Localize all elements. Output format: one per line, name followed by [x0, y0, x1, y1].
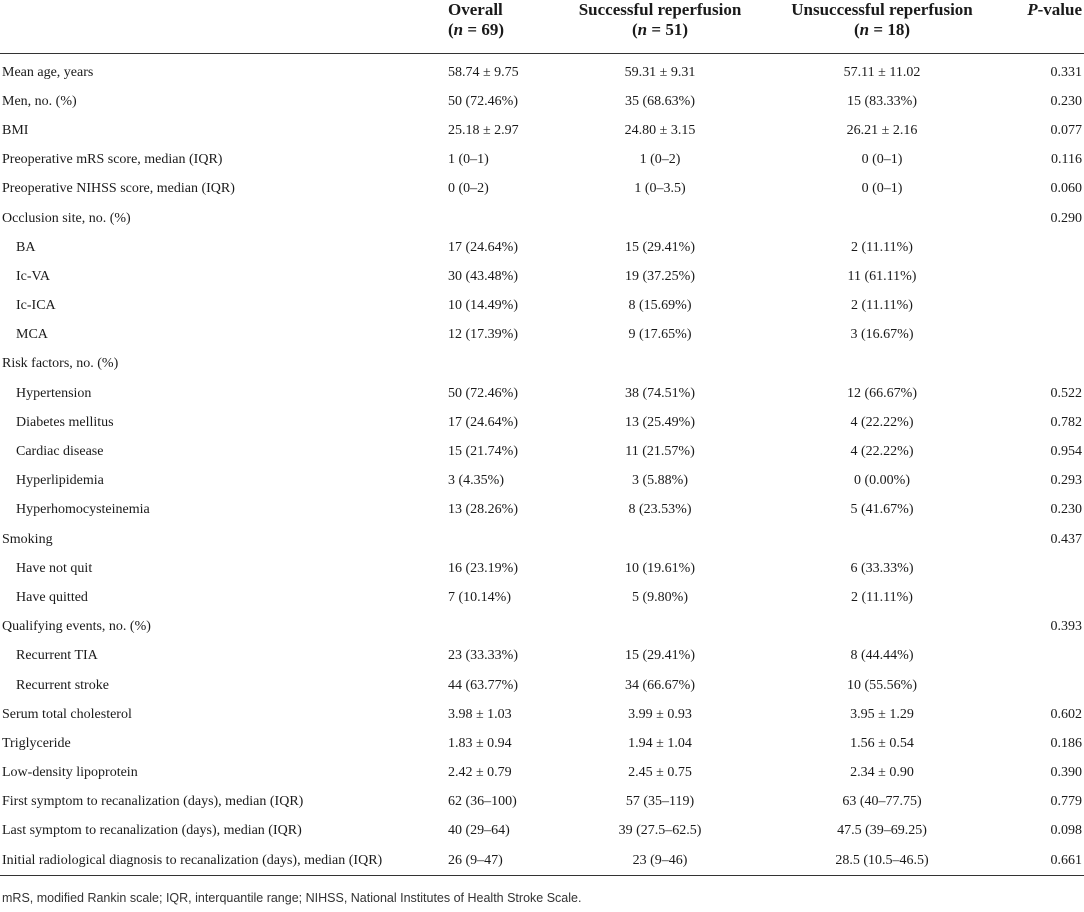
cell-overall: 30 (43.48%): [448, 268, 518, 284]
cell-unsuccessful: 2 (11.11%): [851, 589, 913, 605]
cell-successful: 3 (5.88%): [632, 473, 688, 489]
cell-overall: 17 (24.64%): [448, 239, 518, 255]
cell-overall: 3.98 ± 1.03: [448, 706, 512, 722]
cell-pvalue: [1004, 642, 1084, 671]
header-successful-title: Successful reperfusion: [578, 0, 742, 19]
row-label: Hyperlipidemia: [16, 473, 104, 489]
row-label: Triglyceride: [2, 735, 71, 751]
cell-overall: 7 (10.14%): [448, 589, 511, 605]
cell-unsuccessful: 5 (41.67%): [850, 502, 914, 518]
row-label: Low-density lipoprotein: [2, 765, 138, 781]
table-row: [0, 116, 1084, 145]
header-successful-n-label: n: [637, 20, 648, 39]
cell-unsuccessful: 47.5 (39–69.25): [837, 823, 927, 839]
row-label: Smoking: [2, 531, 53, 547]
cell-pvalue: 0.230: [1050, 502, 1082, 518]
table-row: [0, 700, 1084, 729]
cell-overall: 26 (9–47): [440, 846, 560, 876]
table-row: [0, 642, 1084, 671]
cell-unsuccessful: 2.34 ± 0.90: [850, 765, 914, 781]
row-label: Have quitted: [16, 589, 88, 605]
cell-overall: 62 (36–100): [448, 794, 517, 810]
table-row: [0, 583, 1084, 612]
row-label: First symptom to recanalization (days), median (IQR): [2, 794, 304, 810]
row-label: Recurrent TIA: [16, 648, 98, 664]
cell-unsuccessful: 2 (11.11%): [851, 239, 913, 255]
cell-overall: [440, 613, 560, 642]
cell-unsuccessful: [760, 525, 1004, 554]
header-unsuccessful-n-value: = 18: [873, 20, 905, 39]
cell-overall: 1.83 ± 0.94: [448, 735, 512, 751]
table-row: [0, 437, 1084, 466]
cell-unsuccessful: 57.11 ± 11.02: [843, 64, 921, 80]
table-row: [0, 204, 1084, 233]
cell-unsuccessful: 3 (16.67%): [850, 327, 914, 343]
cell-successful: 15 (29.41%): [625, 648, 695, 664]
row-label: Serum total cholesterol: [2, 706, 132, 722]
cell-pvalue: 0.331: [1050, 64, 1082, 80]
cell-successful: [560, 613, 760, 642]
cell-unsuccessful: 12 (66.67%): [847, 385, 917, 401]
table-row: [0, 379, 1084, 408]
cell-pvalue: 0.186: [1050, 735, 1082, 751]
cell-successful: [560, 350, 760, 379]
cell-overall: 2.42 ± 0.79: [448, 765, 512, 781]
cell-unsuccessful: 6 (33.33%): [850, 560, 914, 576]
cell-overall: 16 (23.19%): [448, 560, 518, 576]
header-unsuccessful-title: Unsuccessful reperfusion: [791, 0, 973, 19]
cell-successful: 38 (74.51%): [625, 385, 695, 401]
row-label: Initial radiological diagnosis to recanalization (days), median (IQR): [0, 846, 440, 876]
cell-unsuccessful: 0 (0–1): [861, 181, 903, 197]
row-label: Risk factors, no. (%): [2, 356, 119, 372]
cell-overall: 40 (29–64): [448, 823, 510, 839]
table-row: [0, 496, 1084, 525]
cell-unsuccessful: 28.5 (10.5–46.5): [760, 846, 1004, 876]
row-label: Last symptom to recanalization (days), median (IQR): [2, 823, 302, 839]
cell-unsuccessful: 63 (40–77.75): [842, 794, 922, 810]
cell-unsuccessful: 8 (44.44%): [850, 648, 914, 664]
cell-overall: 15 (21.74%): [448, 444, 518, 460]
table-row: [0, 54, 1084, 88]
cell-pvalue: [1004, 350, 1084, 379]
cell-pvalue: 0.290: [1050, 210, 1082, 226]
cell-successful: 1 (0–3.5): [634, 181, 686, 197]
table-header: [0, 0, 1084, 54]
cell-pvalue: [1004, 233, 1084, 262]
cell-pvalue: 0.390: [1050, 765, 1082, 781]
header-pvalue: [1004, 0, 1084, 54]
header-overall: [440, 0, 560, 54]
cell-pvalue: [1004, 292, 1084, 321]
table-row: [0, 788, 1084, 817]
cell-pvalue: [1004, 321, 1084, 350]
table-row: [0, 233, 1084, 262]
cell-successful: 10 (19.61%): [625, 560, 695, 576]
cell-successful: 59.31 ± 9.31: [624, 64, 696, 80]
cell-successful: 9 (17.65%): [628, 327, 692, 343]
header-overall-n: (n = 69): [448, 20, 504, 39]
cell-successful: 3.99 ± 0.93: [628, 706, 692, 722]
table-row: [0, 350, 1084, 379]
row-label: Occlusion site, no. (%): [2, 210, 131, 226]
row-label: Preoperative mRS score, median (IQR): [2, 152, 223, 168]
cell-unsuccessful: 11 (61.11%): [847, 268, 917, 284]
cell-pvalue: 0.077: [1050, 122, 1082, 138]
cell-successful: 8 (23.53%): [628, 502, 692, 518]
table-row: [0, 175, 1084, 204]
header-unsuccessful-n: (n = 18): [854, 20, 910, 39]
cell-pvalue: [1004, 671, 1084, 700]
header-unsuccessful: [760, 0, 1004, 54]
row-label: Hypertension: [16, 385, 92, 401]
cell-pvalue: 0.954: [1050, 444, 1082, 460]
cell-overall: 10 (14.49%): [448, 298, 518, 314]
row-label: BMI: [2, 122, 29, 138]
cell-unsuccessful: 26.21 ± 2.16: [846, 122, 918, 138]
cell-overall: 50 (72.46%): [448, 93, 518, 109]
cell-pvalue: 0.116: [1051, 152, 1082, 168]
cell-unsuccessful: 2 (11.11%): [851, 298, 913, 314]
cell-overall: 58.74 ± 9.75: [448, 64, 519, 80]
row-label: BA: [16, 239, 36, 255]
header-pvalue-rest: -value: [1037, 0, 1082, 19]
row-label: Cardiac disease: [16, 444, 104, 460]
header-pvalue-italic: P: [1027, 0, 1038, 19]
table-row: [0, 729, 1084, 758]
cell-unsuccessful: 10 (55.56%): [847, 677, 917, 693]
row-label: MCA: [16, 327, 48, 343]
row-label: Qualifying events, no. (%): [2, 619, 151, 635]
table-footnote: mRS, modified Rankin scale; IQR, interquantile range; NIHSS, National Institutes of Health Stroke Scale.: [2, 891, 582, 905]
header-successful: [560, 0, 760, 54]
table-row: [0, 525, 1084, 554]
cell-successful: 2.45 ± 0.75: [628, 765, 692, 781]
table-row: [0, 846, 1084, 876]
header-successful-n-value: = 51: [651, 20, 683, 39]
cell-pvalue: [1004, 583, 1084, 612]
cell-successful: 39 (27.5–62.5): [618, 823, 702, 839]
table-row: [0, 321, 1084, 350]
header-successful-n: (n = 51): [632, 20, 688, 39]
cell-pvalue: 0.602: [1050, 706, 1082, 722]
header-overall-n-label: n: [453, 20, 464, 39]
cell-unsuccessful: [760, 350, 1004, 379]
table-row: [0, 262, 1084, 291]
cell-pvalue: 0.060: [1050, 181, 1082, 197]
row-label: Hyperhomocysteinemia: [16, 502, 150, 518]
table-row: [0, 817, 1084, 846]
cell-overall: 0 (0–2): [448, 181, 489, 197]
cell-pvalue: 0.393: [1050, 619, 1082, 635]
cell-successful: [560, 525, 760, 554]
cell-successful: 57 (35–119): [625, 794, 695, 810]
cell-unsuccessful: 1.56 ± 0.54: [850, 735, 914, 751]
table-row: [0, 87, 1084, 116]
cell-successful: 35 (68.63%): [625, 93, 695, 109]
cell-pvalue: 0.522: [1050, 385, 1082, 401]
header-label-blank: [0, 0, 440, 54]
row-label: Diabetes mellitus: [16, 414, 114, 430]
row-label: Have not quit: [16, 560, 93, 576]
cell-pvalue: 0.437: [1050, 531, 1082, 547]
row-label: Men, no. (%): [2, 93, 77, 109]
cell-overall: [440, 350, 560, 379]
table-row: [0, 554, 1084, 583]
row-label: Ic-ICA: [16, 298, 56, 314]
header-unsuccessful-n-label: n: [859, 20, 870, 39]
cell-overall: 25.18 ± 2.97: [448, 122, 519, 138]
cell-unsuccessful: 0 (0.00%): [854, 473, 910, 489]
cell-successful: 8 (15.69%): [628, 298, 692, 314]
table-row: [0, 146, 1084, 175]
cell-successful: 23 (9–46): [560, 846, 760, 876]
table-row: [0, 759, 1084, 788]
cell-overall: [440, 525, 560, 554]
cell-successful: 15 (29.41%): [625, 239, 695, 255]
cell-successful: [560, 204, 760, 233]
cell-pvalue: [1004, 554, 1084, 583]
cell-unsuccessful: 3.95 ± 1.29: [850, 706, 914, 722]
cell-overall: 50 (72.46%): [448, 385, 518, 401]
cell-successful: 1.94 ± 1.04: [628, 735, 692, 751]
cell-unsuccessful: 4 (22.22%): [850, 444, 914, 460]
cell-unsuccessful: [760, 613, 1004, 642]
cell-successful: 11 (21.57%): [625, 444, 695, 460]
cell-pvalue: 0.782: [1050, 414, 1082, 430]
header-overall-n-value: = 69: [467, 20, 499, 39]
cell-successful: 19 (37.25%): [625, 268, 695, 284]
cell-unsuccessful: [760, 204, 1004, 233]
table-row: [0, 671, 1084, 700]
cell-successful: 5 (9.80%): [632, 589, 688, 605]
cell-overall: 1 (0–1): [448, 152, 489, 168]
table-row: [0, 408, 1084, 437]
cell-successful: 34 (66.67%): [625, 677, 695, 693]
table-body: [0, 54, 1084, 876]
table-row: [0, 292, 1084, 321]
row-label: Ic-VA: [16, 268, 50, 284]
row-label: Preoperative NIHSS score, median (IQR): [2, 181, 235, 197]
cell-successful: 1 (0–2): [639, 152, 681, 168]
table-row: [0, 613, 1084, 642]
cell-pvalue: [1004, 262, 1084, 291]
cell-pvalue: 0.779: [1050, 794, 1082, 810]
cell-pvalue: 0.098: [1050, 823, 1082, 839]
cell-pvalue: 0.293: [1050, 473, 1082, 489]
cell-unsuccessful: 15 (83.33%): [847, 93, 917, 109]
cell-overall: 13 (28.26%): [448, 502, 518, 518]
cell-pvalue: 0.661: [1004, 846, 1084, 876]
cell-overall: 23 (33.33%): [448, 648, 518, 664]
header-row: [0, 0, 1084, 54]
row-label: Mean age, years: [2, 64, 94, 80]
cell-overall: 17 (24.64%): [448, 414, 518, 430]
cell-successful: 24.80 ± 3.15: [624, 122, 696, 138]
cell-overall: 12 (17.39%): [448, 327, 518, 343]
cell-overall: 44 (63.77%): [448, 677, 518, 693]
header-overall-title: Overall: [448, 0, 503, 19]
cell-pvalue: 0.230: [1050, 93, 1082, 109]
row-label: Recurrent stroke: [16, 677, 109, 693]
cell-overall: [440, 204, 560, 233]
cell-unsuccessful: 4 (22.22%): [850, 414, 914, 430]
cell-overall: 3 (4.35%): [448, 473, 504, 489]
cell-unsuccessful: 0 (0–1): [861, 152, 903, 168]
cell-successful: 13 (25.49%): [625, 414, 695, 430]
table-row: [0, 467, 1084, 496]
